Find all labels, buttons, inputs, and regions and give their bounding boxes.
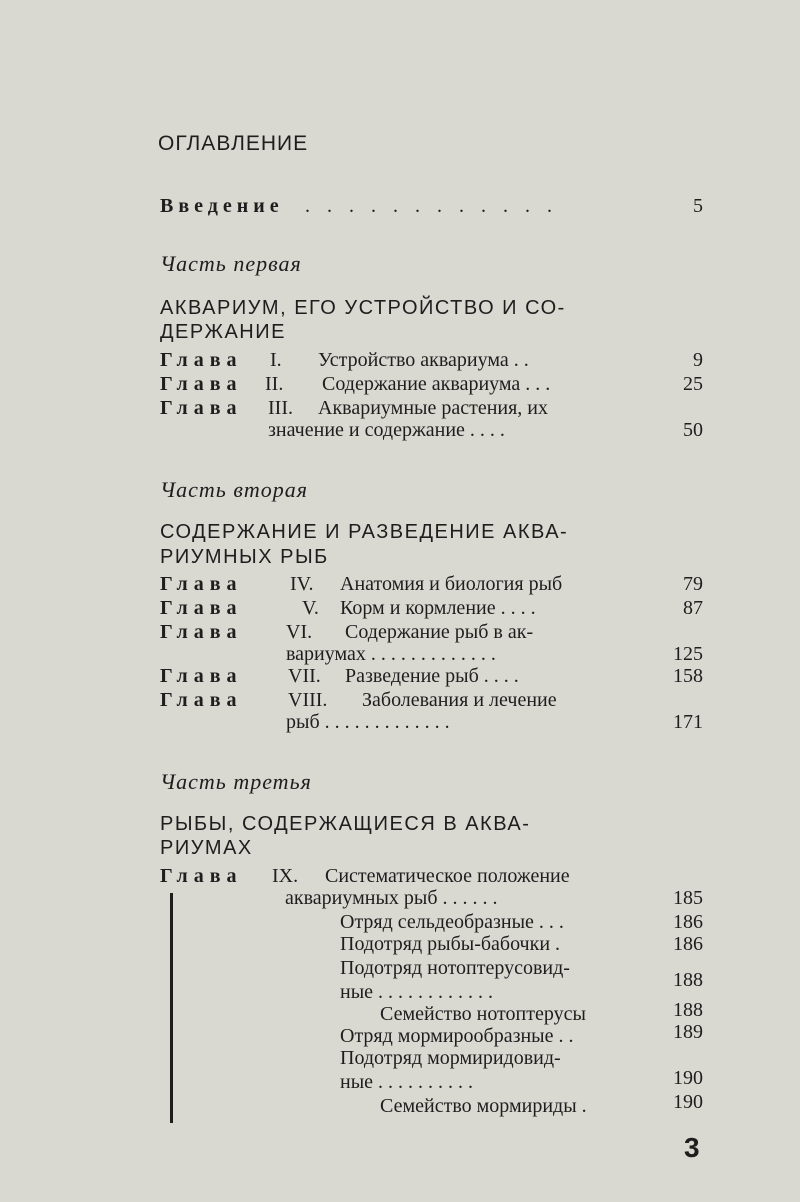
chapter-number: I. (270, 349, 282, 371)
chapter-glava: Глава (160, 373, 243, 395)
chapter-glava: Глава (160, 597, 243, 619)
subentry-title-cont: ные . . . . . . . . . . . . (340, 981, 494, 1003)
subentry-page: 186 (673, 933, 703, 955)
subentry-title: Подотряд нотоптерусовид- (340, 957, 570, 979)
chapter-number: III. (268, 397, 293, 419)
intro-label: Введение (160, 195, 284, 217)
part-1-title-line2: ДЕРЖАНИЕ (160, 321, 286, 343)
chapter-number: IX. (272, 865, 299, 887)
chapter-glava: Глава (160, 689, 243, 711)
chapter-number: VII. (288, 665, 321, 687)
part-1-title-line1: АКВАРИУМ, ЕГО УСТРОЙСТВО И СО- (160, 297, 566, 319)
subentry-title: Отряд сельдеобразные . . . (340, 911, 564, 933)
subentry-title: Подотряд мормиридовид- (340, 1047, 561, 1069)
subentry-page: 190 (673, 1091, 703, 1113)
intro-page: 5 (693, 195, 703, 217)
chapter-page: 185 (673, 887, 703, 909)
chapter-title: Аквариумные растения, их (318, 397, 549, 419)
subentry-title: Семейство мормириды . (380, 1095, 587, 1117)
intro-dots: . . . . . . . . . . . . (305, 195, 558, 217)
chapter-title: Корм и кормление . . . . (340, 597, 536, 619)
subentry-title: Подотряд рыбы-бабочки . (340, 933, 561, 955)
chapter-page: 125 (673, 643, 703, 665)
chapter-title-cont: вариумах . . . . . . . . . . . . . (286, 643, 496, 665)
chapter-number: IV. (290, 573, 314, 595)
part-3-label: Часть третья (160, 769, 312, 794)
chapter-page: 87 (683, 597, 703, 619)
chapter-page: 50 (683, 419, 703, 441)
chapter-page: 9 (693, 349, 703, 371)
chapter-page: 79 (683, 573, 703, 595)
subentry-title: Отряд мормирообразные . . (340, 1025, 574, 1047)
subentry-title: Семейство нотоптерусы (380, 1003, 586, 1025)
section-bracket (170, 893, 173, 1123)
part-3-title-line1: РЫБЫ, СОДЕРЖАЩИЕСЯ В АКВА- (160, 813, 531, 835)
chapter-title-cont: аквариумных рыб . . . . . . (285, 887, 498, 909)
chapter-glava: Глава (160, 573, 243, 595)
subentry-page: 189 (673, 1021, 703, 1043)
part-1-label: Часть первая (160, 251, 302, 276)
chapter-glava: Глава (160, 865, 243, 887)
chapter-page: 171 (673, 711, 703, 733)
chapter-number: V. (302, 597, 319, 619)
subentry-page: 190 (673, 1067, 703, 1089)
toc-title: ОГЛАВЛЕНИЕ (158, 132, 309, 155)
chapter-glava: Глава (160, 665, 243, 687)
chapter-title: Систематическое положение (325, 865, 570, 887)
chapter-title-cont: рыб . . . . . . . . . . . . . (286, 711, 450, 733)
part-3-title-line2: РИУМАХ (160, 837, 253, 859)
chapter-number: II. (265, 373, 284, 395)
chapter-title-cont: значение и содержание . . . . (268, 419, 505, 441)
subentry-page: 186 (673, 911, 703, 933)
chapter-glava: Глава (160, 349, 243, 371)
chapter-title: Заболевания и лечение (362, 689, 557, 711)
chapter-glava: Глава (160, 397, 243, 419)
part-2-title-line1: СОДЕРЖАНИЕ И РАЗВЕДЕНИЕ АКВА- (160, 521, 569, 543)
chapter-title: Устройство аквариума . . (318, 349, 529, 371)
subentry-title-cont: ные . . . . . . . . . . (340, 1071, 474, 1093)
chapter-page: 158 (673, 665, 703, 687)
chapter-page: 25 (683, 373, 703, 395)
subentry-page: 188 (673, 969, 703, 991)
part-2-title-line2: РИУМНЫХ РЫБ (160, 546, 329, 568)
part-2-label: Часть вторая (160, 477, 308, 502)
chapter-title: Анатомия и биология рыб (340, 573, 563, 595)
subentry-page: 188 (673, 999, 703, 1021)
page-number: 3 (684, 1132, 700, 1163)
chapter-title: Разведение рыб . . . . (345, 665, 519, 687)
chapter-title: Содержание аквариума . . . (322, 373, 551, 395)
chapter-number: VIII. (288, 689, 328, 711)
chapter-number: VI. (286, 621, 313, 643)
chapter-glava: Глава (160, 621, 243, 643)
chapter-title: Содержание рыб в ак- (345, 621, 534, 643)
